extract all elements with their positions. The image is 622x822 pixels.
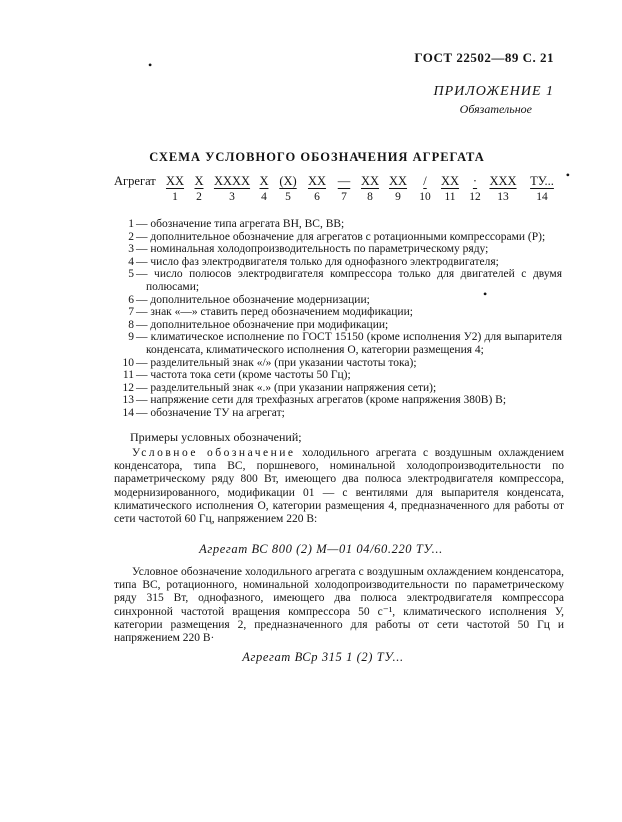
scheme-mark-dot: • [565,168,570,182]
scheme-legend [114,218,562,420]
scheme-cell: XX 8 [360,174,380,203]
legend-item: 2 — дополнительное обозначение для агрегатов с ротационными компрессорами (Р); [128,230,546,243]
legend-item: 14 — обозначение ТУ на агрегат; [122,406,285,419]
scheme-cell: — 7 [337,174,351,203]
legend-item: 4 — число фаз электродвигателя только для однофазного электродвигателя; [128,255,499,268]
legend-item: 3 — номинальная холодопроизводительность по параметрическому ряду; [128,243,489,256]
scheme-cell: · 12 [469,174,481,203]
legend-item: 13 — напряжение сети для трехфазных агрегатов (кроме напряжения 380В) В; [122,394,507,407]
example-designation-2: Агрегат ВСр 315 1 (2) ТУ... [242,650,404,664]
scheme-cell: XX 9 [388,174,408,203]
legend-item: 6 — дополнительное обозначение модернизации; [128,293,370,306]
scheme-cell: XXXX 3 [213,174,251,203]
designation-scheme [114,168,574,210]
example-paragraph-1 [114,447,564,526]
scheme-cell: XX 11 [440,174,460,203]
example-designation-1: Агрегат ВС 800 (2) М—01 04/60.220 ТУ... [199,542,443,556]
scheme-cell: X 4 [259,174,269,203]
legend-item: 5 — число полюсов электродвигателя компрессора только для двигателей с двумя полюсами; [128,268,562,293]
example-paragraph-2: Условное обозначение холодильного агрегата с воздушным охлаждением конденсатора, типа ВС, ротационного, номинальной холодопроизводительности по параметрическому ряду 315 Вт, однофазного, имеющего два полюса электродвигателя компрессора синхронной частотой вращения компрессора 50 с⁻¹, климатического исполнения У, категории размещения 2, предназначенного для работы от сети частотой 50 Гц и напряжением 220 В· [114,566,564,645]
scheme-lead: Агрегат [114,174,156,188]
legend-item: 7 — знак «—» ставить перед обозначением модификации; [128,306,413,319]
legend-item: 1 — обозначение типа агрегата ВН, ВС, ВВ; [128,218,345,230]
scheme-cell: XXX 13 [489,174,517,203]
example-1-text: холодильного агрегата с воздушным охлаждением конденсатора, типа ВС, поршневого, номинальной холодопроизводительности по параметрическому ряду 800 Вт, имеющего два полюса электродвигателя компрессора, модернизированного, модификации 01 — с вентилями для выпарителя конденсата, климатического исполнения О, категории размещения 4, предназначенного для работы от сети частотой 60 Гц, напряжением 220 В: [114,447,564,526]
examples-title: Примеры условных обозначений; [130,430,302,444]
legend-item: 9 — климатическое исполнение по ГОСТ 15150 (кроме исполнения У2) для выпарителя конденсата, климатического исполнения О, категории размещения 4; [128,331,562,356]
legend-item: 8 — дополнительное обозначение при модификации; [128,318,389,331]
appendix-title: ПРИЛОЖЕНИЕ 1 [433,84,554,99]
scheme-title: СХЕМА УСЛОВНОГО ОБОЗНАЧЕНИЯ АГРЕГАТА [149,150,485,164]
scheme-cell: XX 6 [307,174,327,203]
legend-item: 12 — разделительный знак «.» (при указании напряжения сети); [122,381,437,394]
appendix-subtitle: Обязательное [459,102,532,116]
scheme-cell: ТУ... 14 [530,174,554,203]
stray-dot: • [483,287,488,301]
scheme-cell: / 10 [419,174,431,203]
legend-item: 10 — разделительный знак «/» (при указании частоты тока); [122,356,417,369]
scheme-cell: X 2 [194,174,204,203]
scheme-cell: (X) 5 [279,174,297,203]
page-header: ГОСТ 22502—89 С. 21 [414,50,554,65]
legend-item: 11 — частота тока сети (кроме частоты 50 Гц); [122,369,351,382]
margin-dot: • [148,58,153,72]
example-1-lead: Условное обозначение [132,447,296,459]
scheme-cell: XX 1 [165,174,185,203]
